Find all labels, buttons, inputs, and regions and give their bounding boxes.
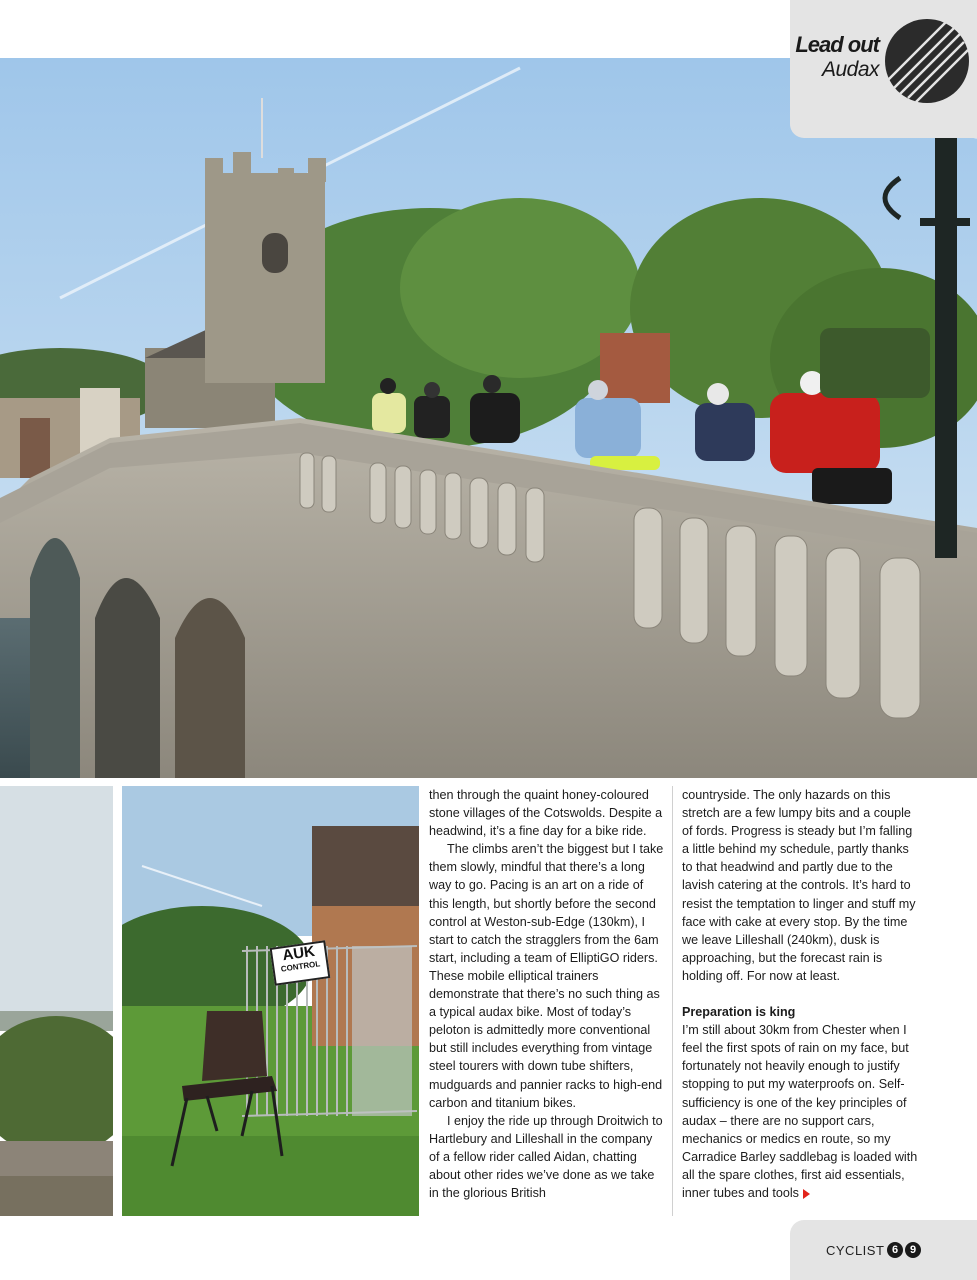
subheading: Preparation is king	[682, 1005, 796, 1020]
section-title: Lead out	[795, 32, 879, 57]
paragraph: then through the quaint honey-coloured stone villages of the Cotswolds. Despite a headwind, it’s a fine day for a bike ride.	[429, 788, 663, 839]
paragraph: The climbs aren’t the biggest but I take them slowly, mindful that there’s a long way to go. Pacing is an art on a ride of this length, but shortly before the second control at Weston-sub-Edge (130km), I start to catch the stragglers from the 6am start, including a team of ElliptiGO riders. These mobile elliptical trainers demonstrate that there’s no such thing as a typical audax bike. Most of today’s peloton is admittedly more conventional but still includes everything from vintage steel tourers with down tube shifters, mudguards and pannier racks to high-end carbon and titanium bikes.	[429, 842, 664, 1110]
auk-sign-line2: CONTROL	[280, 959, 321, 974]
photo-control-chair	[122, 786, 419, 1216]
text-column-2	[682, 786, 920, 1202]
magazine-name: CYCLIST	[826, 1243, 885, 1258]
paragraph-text: I’m still about 30km from Chester when I feel the first spots of rain on my face, but fortunately not heavily enough to justify stopping to put my waterproofs on. Self-sufficiency is one of the key principles of audax – there are no support cars, mechanics or medics en route, so my Carradice Barley saddlebag is loaded with all the spare clothes, first aid essentials, inner tubes and tools	[682, 1023, 918, 1200]
paragraph: countryside. The only hazards on this stretch are a few lumpy bits and a couple of fords. Progress is steady but I’m falling a little behind my schedule, partly thanks to that headwind and partly due to the lavish catering at the controls. It’s hard to resist the temptation to linger and stuff my face with cake at every stop. By the time we leave Lilleshall (240km), dusk is approaching, but the forecast rain is holding off. For now at least.	[682, 788, 916, 983]
hero-photo	[0, 58, 977, 778]
section-subtitle: Audax	[821, 58, 879, 81]
auk-sign-line1: AUK	[281, 942, 316, 965]
section-logo-icon	[884, 18, 970, 104]
paragraph: I enjoy the ride up through Droitwich to Hartlebury and Lilleshall in the company of a fellow rider called Aidan, chatting about other rides we’ve done as we take in the glorious British	[429, 1113, 663, 1201]
continue-arrow-icon	[803, 1189, 810, 1199]
photo-countryside	[0, 786, 113, 1216]
paragraph	[682, 1021, 920, 1202]
page-number-digit: 6	[887, 1242, 903, 1258]
page-folio	[790, 1220, 977, 1280]
page-number-digit: 9	[905, 1242, 921, 1258]
auk-control-sign	[270, 940, 331, 985]
column-divider	[672, 786, 673, 1216]
section-tab	[790, 0, 977, 138]
text-column-1	[429, 786, 665, 1202]
